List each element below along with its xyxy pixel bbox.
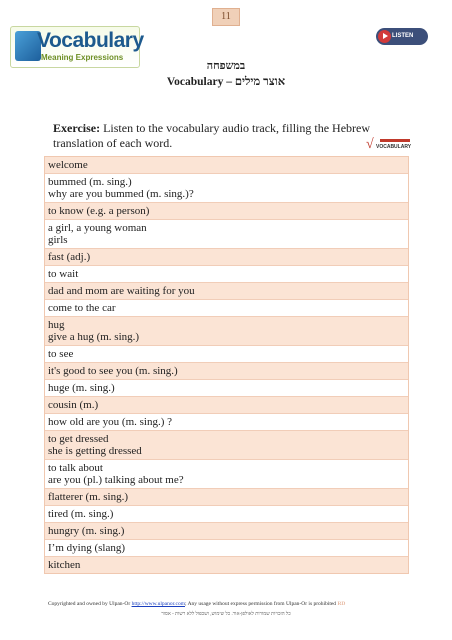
- hebrew-title: במשפחה: [206, 60, 246, 72]
- table-row: [45, 174, 408, 203]
- hebrew-copyright: כל הזכויות שמורות לאולפן-אור. כל שימוש, ושכפול ללא רשות - אסור: [161, 612, 291, 617]
- table-row: [45, 363, 408, 380]
- vocab-term: why are you bummed (m. sing.)?: [48, 188, 194, 200]
- vocab-term: bummed (m. sing.): [48, 176, 132, 188]
- table-row: [45, 346, 408, 363]
- footer-suffix: ; Any usage without express permission from Ulpan-Or is prohibited: [184, 601, 337, 607]
- vocab-term: huge (m. sing.): [48, 382, 115, 394]
- vocab-term: tired (m. sing.): [48, 508, 114, 520]
- table-row: [45, 557, 408, 573]
- vocab-term: I’m dying (slang): [48, 542, 125, 554]
- table-row: [45, 157, 408, 174]
- vocab-term: how old are you (m. sing.) ?: [48, 416, 173, 428]
- vocabulary-badge: [366, 139, 410, 153]
- table-row: [45, 460, 408, 489]
- badge-label: VOCABULARY: [376, 144, 412, 150]
- table-row: [45, 397, 408, 414]
- play-icon: [378, 30, 391, 43]
- table-row: [45, 317, 408, 346]
- copyright-footer: [48, 601, 345, 607]
- exercise-text: Listen to the vocabulary audio track, filling the Hebrew translation of each word.: [53, 121, 371, 150]
- vocab-term: it's good to see you (m. sing.): [48, 365, 178, 377]
- page-number: 11: [212, 8, 240, 26]
- table-row: [45, 300, 408, 317]
- checkmark-icon: √: [366, 137, 374, 152]
- table-row: [45, 220, 408, 249]
- footer-link[interactable]: http://www.ulpanor.com: [131, 601, 185, 607]
- listen-now-button[interactable]: [376, 28, 428, 56]
- footer-mark: RD: [337, 601, 346, 607]
- vocab-term: to see: [48, 348, 74, 360]
- table-row: [45, 540, 408, 557]
- vocab-term: are you (pl.) talking about me?: [48, 474, 184, 486]
- logo-subtitle: Meaning Expressions: [41, 53, 124, 62]
- vocab-term: hungry (m. sing.): [48, 525, 125, 537]
- footer-prefix: Copyrighted and owned by Ulpan-Or: [48, 601, 132, 607]
- table-row: [45, 266, 408, 283]
- table-row: [45, 249, 408, 266]
- vocab-term: to know (e.g. a person): [48, 205, 150, 217]
- vocab-term: kitchen: [48, 559, 81, 571]
- table-row: [45, 380, 408, 397]
- vocab-term: she is getting dressed: [48, 445, 142, 457]
- exercise-label: Exercise:: [53, 121, 101, 135]
- logo-word: Vocabulary: [37, 29, 144, 52]
- listen-now-label: LISTEN NOW: [392, 33, 414, 56]
- badge-bar: [380, 139, 410, 142]
- table-row: [45, 431, 408, 460]
- vocabulary-table: [44, 156, 409, 574]
- page-title: Vocabulary – אוצר מילים: [166, 76, 286, 88]
- exercise-instructions: [53, 121, 383, 151]
- table-row: [45, 283, 408, 300]
- vocab-term: to talk about: [48, 462, 103, 474]
- vocab-term: to get dressed: [48, 433, 109, 445]
- table-row: [45, 489, 408, 506]
- table-row: [45, 523, 408, 540]
- vocab-term: girls: [48, 234, 68, 246]
- vocab-term: give a hug (m. sing.): [48, 331, 140, 343]
- vocab-term: come to the car: [48, 302, 116, 314]
- vocab-term: fast (adj.): [48, 251, 91, 263]
- table-row: [45, 506, 408, 523]
- vocab-term: hug: [48, 319, 65, 331]
- table-row: [45, 414, 408, 431]
- vocab-term: welcome: [48, 159, 88, 171]
- vocab-term: a girl, a young woman: [48, 222, 147, 234]
- vocab-term: to wait: [48, 268, 79, 280]
- vocab-term: cousin (m.): [48, 399, 99, 411]
- vocab-term: dad and mom are waiting for you: [48, 285, 195, 297]
- vocab-term: flatterer (m. sing.): [48, 491, 129, 503]
- table-row: [45, 203, 408, 220]
